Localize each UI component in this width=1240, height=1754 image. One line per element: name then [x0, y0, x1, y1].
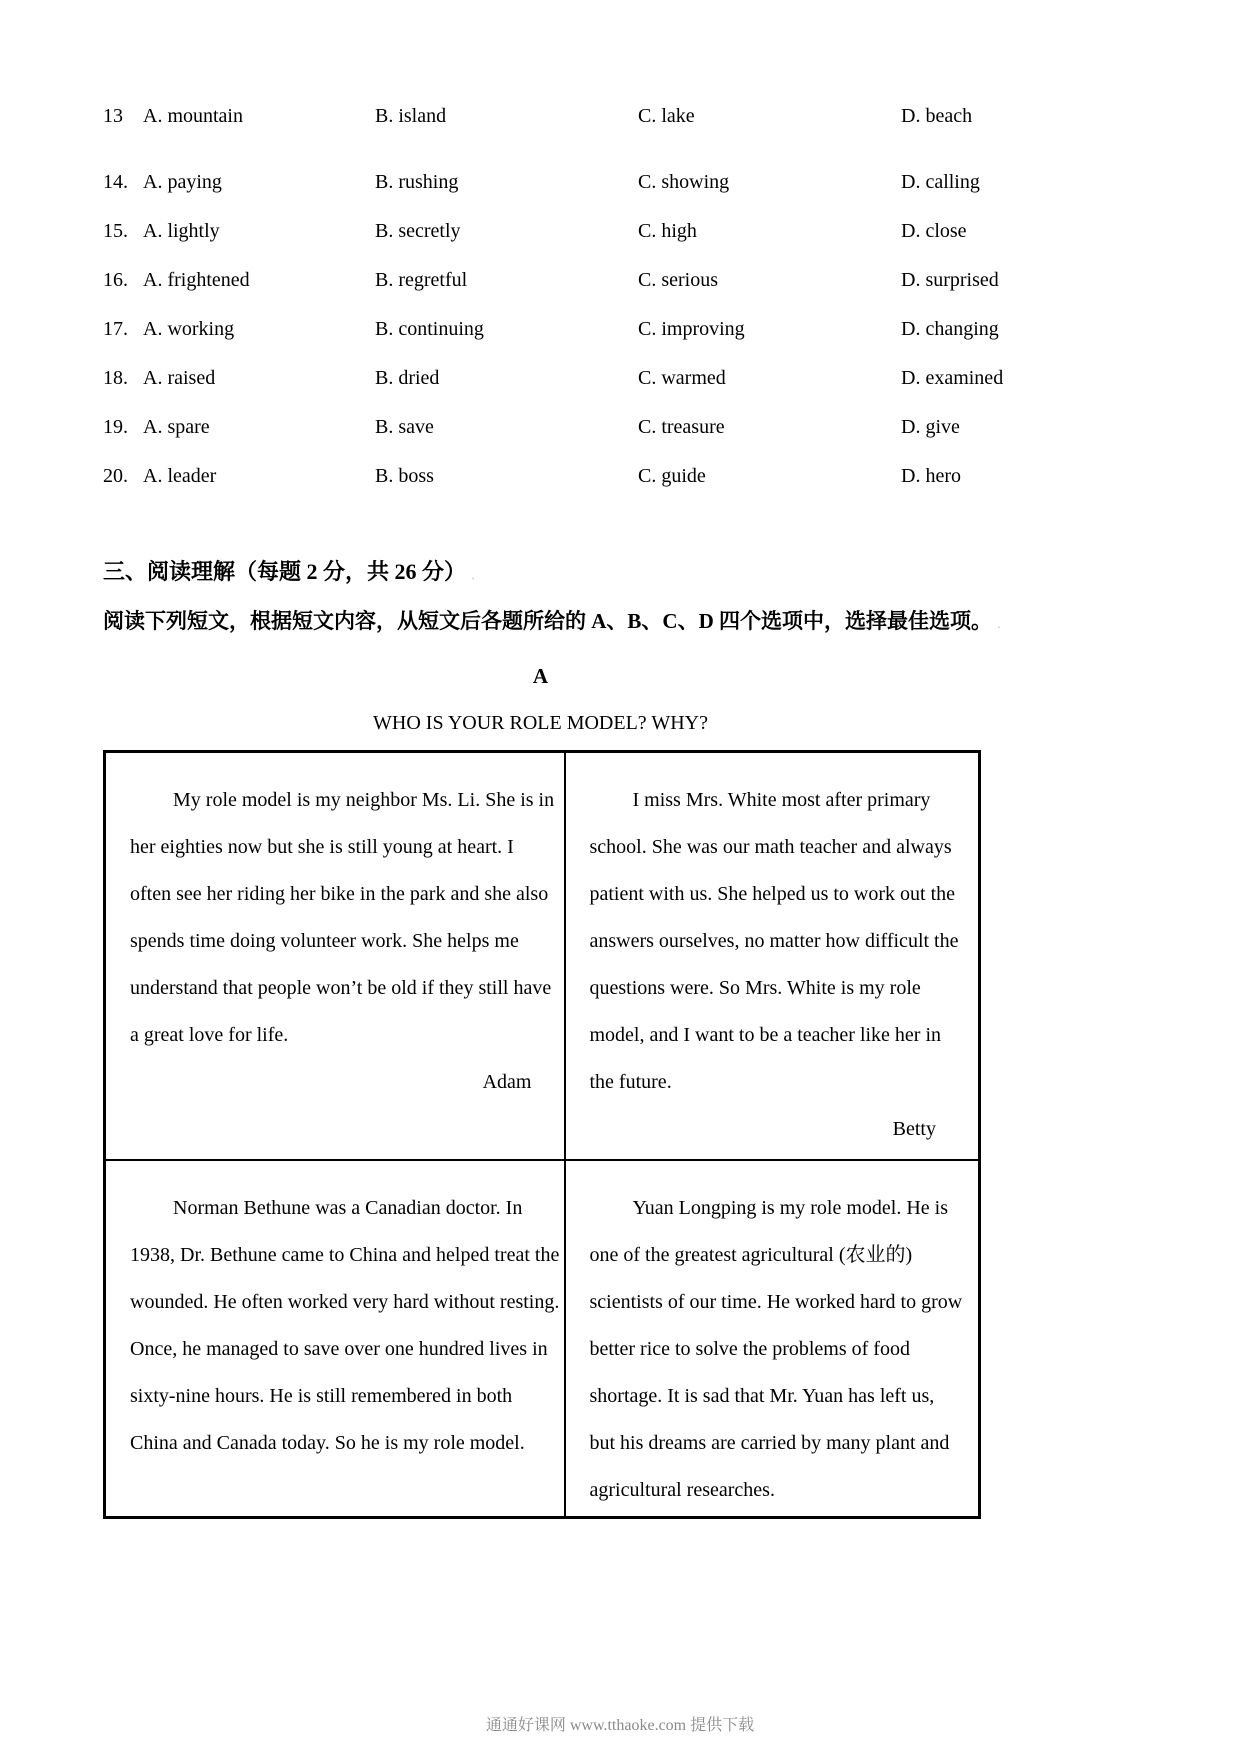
- question-number: 17.: [103, 318, 128, 340]
- option-row-17: [103, 305, 1150, 354]
- section-heading-text: 三、阅读理解（每题 2 分，共 26 分）: [103, 559, 467, 584]
- signature: Adam: [482, 1071, 532, 1093]
- option-b: B. regretful: [375, 269, 468, 291]
- footer-watermark: 通通好课网 www.tthaoke.com 提供下载: [485, 1717, 755, 1734]
- option-c: C. high: [638, 220, 697, 242]
- option-d: D. close: [901, 220, 967, 242]
- option-cell: [103, 171, 375, 194]
- passage-paragraph: Norman Bethune was a Canadian doctor. In 1938, Dr. Bethune came to China and helped treat the wounded. He often worked very hard without resting. Once, he managed to save over one hundred lives in sixty-nine hours. He is still remembered in both China and Canada today. So he is my role model.: [130, 1196, 560, 1454]
- option-row-14: [103, 158, 1150, 207]
- table-cell-yuan: [565, 1160, 980, 1518]
- option-c: C. showing: [638, 171, 730, 193]
- question-number: 18.: [103, 367, 128, 389]
- option-c: C. lake: [638, 105, 695, 127]
- option-row-18: [103, 354, 1150, 403]
- option-cell: [103, 416, 375, 439]
- option-d: D. give: [901, 416, 960, 438]
- table-cell-adam: [105, 752, 565, 1160]
- section-instruction-text: 阅读下列短文，根据短文内容，从短文后各题所给的 A、B、C、D 四个选项中，选择最佳选项。: [103, 609, 992, 633]
- option-cell: [103, 269, 375, 292]
- passage-paragraph: I miss Mrs. White most after primary school. She was our math teacher and always patient with us. She helped us to work out the answers ourselves, no matter how difficult the questions were. So Mrs. White is my role model, and I want to be a teacher like her in the future.: [589, 789, 959, 1093]
- option-a: A. paying: [143, 171, 222, 193]
- question-number: 19.: [103, 416, 128, 438]
- option-b: B. secretly: [375, 220, 461, 242]
- option-a: A. raised: [143, 367, 216, 389]
- option-cell: [103, 465, 375, 488]
- option-row-16: [103, 256, 1150, 305]
- option-a: A. mountain: [143, 105, 243, 127]
- option-c: C. serious: [638, 269, 718, 291]
- option-d: D. beach: [901, 105, 973, 127]
- option-row-20: [103, 452, 1150, 501]
- option-cell: [103, 105, 375, 128]
- option-a: A. leader: [143, 465, 217, 487]
- option-cell: [103, 220, 375, 243]
- question-number: 16.: [103, 269, 128, 291]
- option-b: B. continuing: [375, 318, 484, 340]
- passage-paragraph: Yuan Longping is my role model. He is one of the greatest agricultural (农业的) scientists of our time. He worked hard to grow better rice to solve the problems of food shortage. It is sad that Mr. Yuan has left us, but his dreams are carried by many plant and agricultural researches.: [589, 1196, 963, 1501]
- option-a: A. frightened: [143, 269, 250, 291]
- option-row-13: [103, 92, 1150, 141]
- passage-label: A: [532, 664, 549, 688]
- option-b: B. island: [375, 105, 447, 127]
- option-c: C. guide: [638, 465, 706, 487]
- stray-mark: .: [471, 567, 475, 582]
- option-b: B. boss: [375, 465, 434, 487]
- question-number: 20.: [103, 465, 128, 487]
- table-cell-betty: [565, 752, 980, 1160]
- option-c: C. warmed: [638, 367, 726, 389]
- option-b: B. dried: [375, 367, 440, 389]
- table-row: [105, 1160, 980, 1518]
- option-d: D. calling: [901, 171, 980, 193]
- passage-paragraph: My role model is my neighbor Ms. Li. She is in her eighties now but she is still young at heart. I often see her riding her bike in the park and she also spends time doing volunteer work. She helps me understand that people won’t be old if they still have a great love for life.: [130, 789, 555, 1046]
- option-d: D. examined: [901, 367, 1004, 389]
- option-d: D. changing: [901, 318, 999, 340]
- option-cell: [103, 318, 375, 341]
- table-cell-bethune: [105, 1160, 565, 1518]
- passage-title: WHO IS YOUR ROLE MODEL? WHY?: [373, 712, 708, 734]
- role-model-table: [103, 750, 981, 1519]
- question-number: 14.: [103, 171, 128, 193]
- question-number: 15.: [103, 220, 128, 242]
- table-row: [105, 752, 980, 1160]
- signature: Betty: [892, 1118, 936, 1140]
- option-d: D. surprised: [901, 269, 999, 291]
- option-b: B. save: [375, 416, 434, 438]
- option-c: C. improving: [638, 318, 745, 340]
- option-a: A. spare: [143, 416, 210, 438]
- option-row-19: [103, 403, 1150, 452]
- option-b: B. rushing: [375, 171, 459, 193]
- option-a: A. working: [143, 318, 235, 340]
- question-number: 13: [103, 105, 123, 127]
- option-d: D. hero: [901, 465, 961, 487]
- stray-mark: .: [997, 616, 1001, 631]
- option-c: C. treasure: [638, 416, 725, 438]
- option-a: A. lightly: [143, 220, 220, 242]
- section-instruction: [103, 598, 1143, 647]
- option-cell: [103, 367, 375, 390]
- section-heading: [103, 557, 1150, 590]
- option-row-15: [103, 207, 1150, 256]
